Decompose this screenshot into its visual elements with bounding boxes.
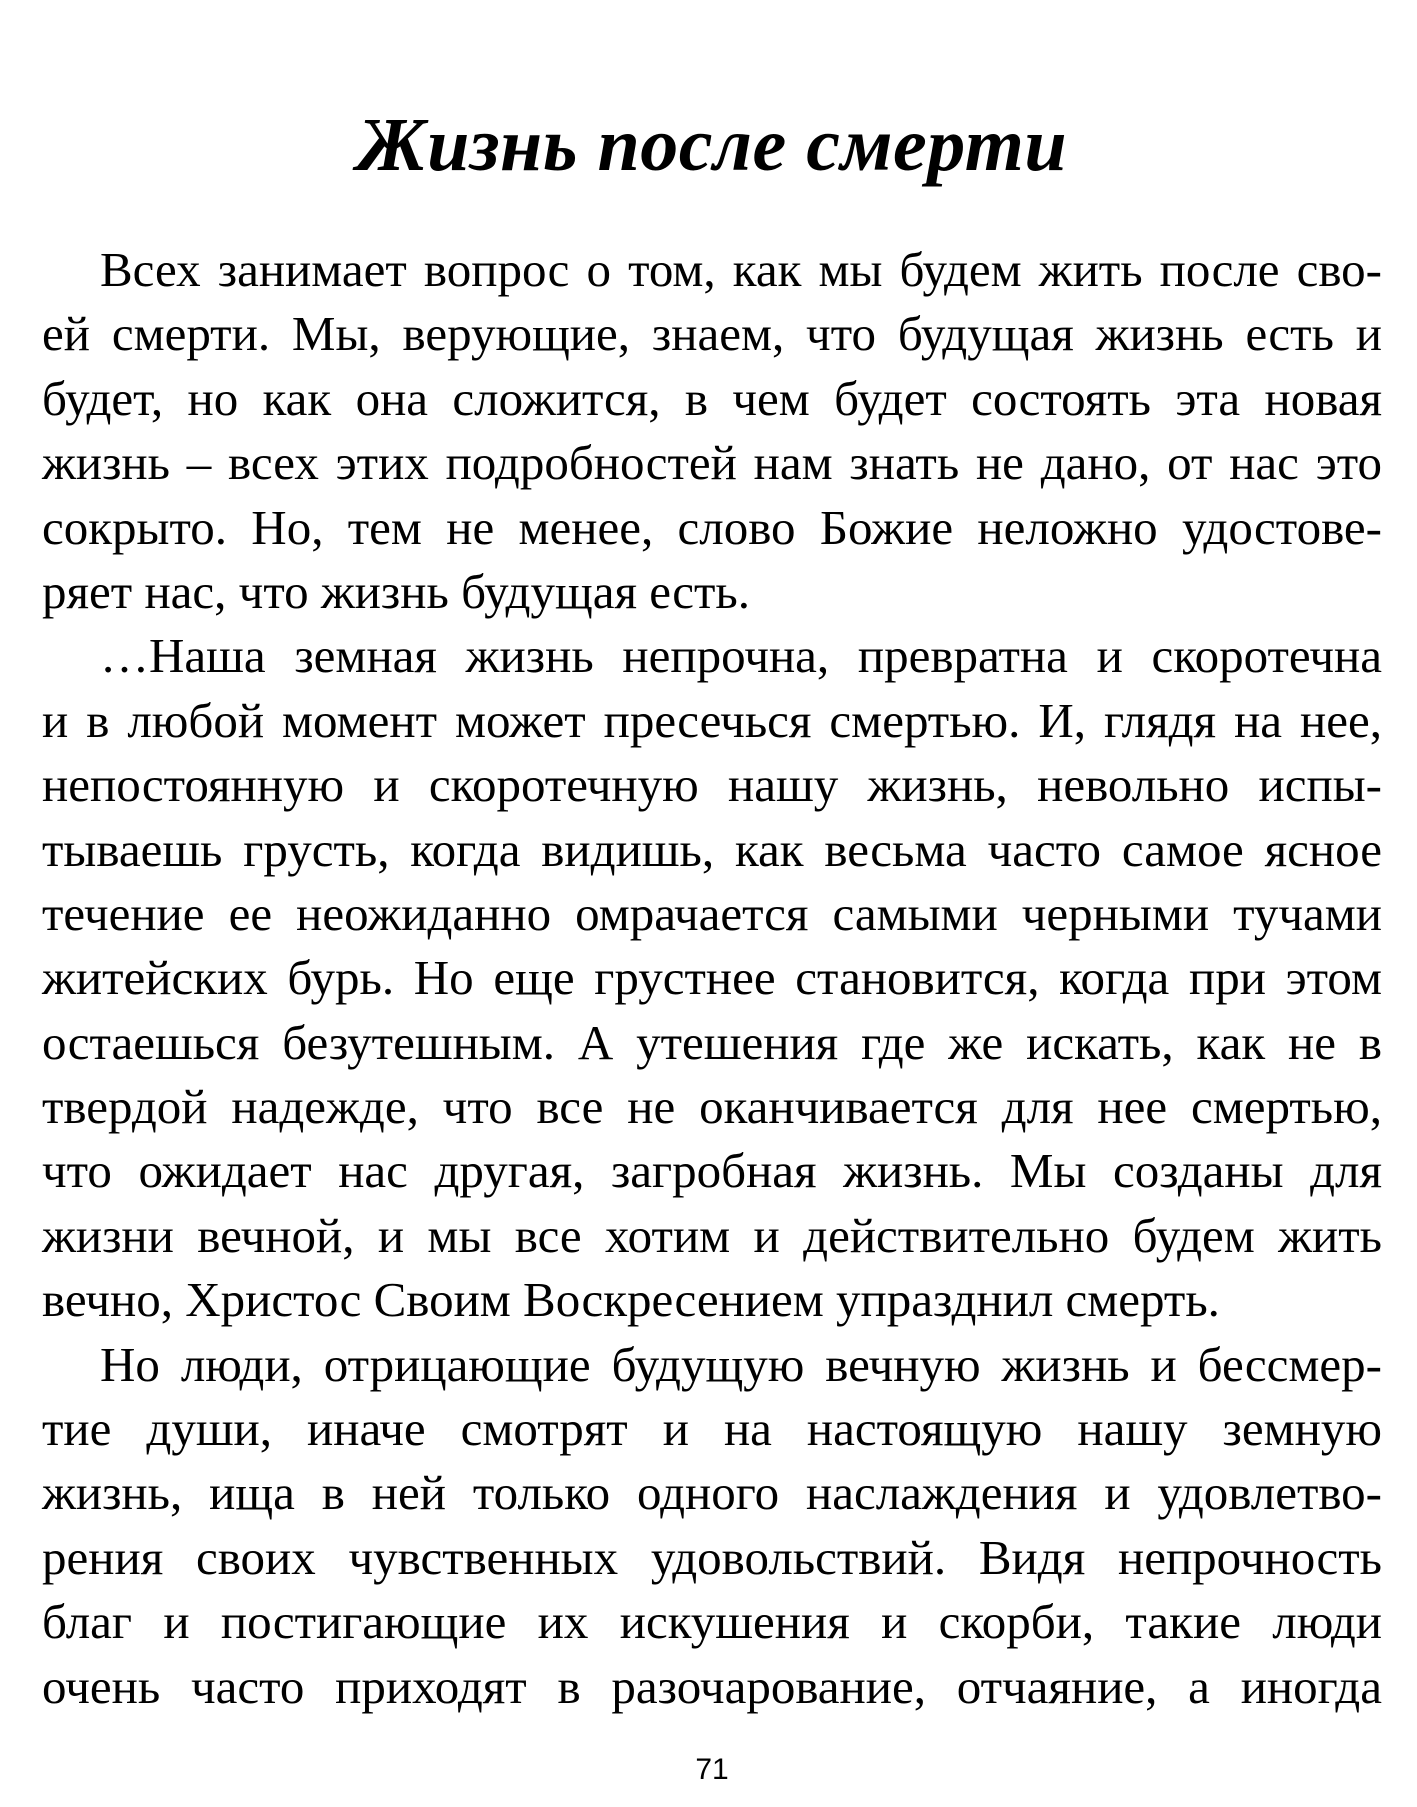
text-line: тываешь грусть, когда видишь, как весьма часто самое ясное (42, 821, 1382, 877)
text-line: что ожидает нас другая, загробная жизнь. Мы созданы для (42, 1143, 1382, 1199)
chapter-title: Жизнь после смерти (356, 103, 1068, 187)
text-line: жизнь – всех этих подробностей нам знать не дано, от нас это (42, 435, 1382, 491)
text-line: благ и постигающие их искушения и скорби, такие люди (42, 1594, 1382, 1650)
text-line: житейских бурь. Но еще грустнее становится, когда при этом (42, 950, 1382, 1006)
page-number: 71 (695, 1753, 729, 1786)
text-line: Но люди, отрицающие будущую вечную жизнь и бессмер- (100, 1336, 1382, 1392)
book-page (42, 0, 1382, 1807)
body-text (42, 238, 1382, 1719)
text-line: жизни вечной, и мы все хотим и действительно будем жить (42, 1207, 1382, 1263)
text-line: и в любой момент может пресечься смертью. И, глядя на нее, (42, 692, 1382, 748)
text-line: остаешься безутешным. А утешения где же искать, как не в (42, 1014, 1382, 1070)
text-line: рения своих чувственных удовольствий. Видя непрочность (42, 1529, 1382, 1585)
text-line: твердой надежде, что все не оканчивается для нее смертью, (42, 1079, 1382, 1135)
text-line: будет, но как она сложится, в чем будет состоять эта новая (42, 370, 1382, 426)
text-line: течение ее неожиданно омрачается самыми черными тучами (42, 885, 1382, 941)
text-line: Всех занимает вопрос о том, как мы будем жить после сво- (100, 242, 1382, 297)
text-line: ей смерти. Мы, верующие, знаем, что будущая жизнь есть и (42, 306, 1382, 362)
text-line: непостоянную и скоротечную нашу жизнь, невольно испы- (42, 757, 1382, 813)
text-line: тие души, иначе смотрят и на настоящую нашу земную (42, 1401, 1382, 1457)
text-line: жизнь, ища в ней только одного наслаждения и удовлетво- (42, 1465, 1382, 1521)
text-line: …Наша земная жизнь непрочна, превратна и скоротечна (100, 628, 1382, 684)
text-line: очень часто приходят в разочарование, отчаяние, а иногда (42, 1658, 1382, 1714)
text-line: сокрыто. Но, тем не менее, слово Божие неложно удостове- (42, 499, 1382, 555)
text-line: ряет нас, что жизнь будущая есть. (42, 563, 750, 619)
text-line: вечно, Христос Своим Воскресением упразднил смерть. (42, 1272, 1220, 1328)
